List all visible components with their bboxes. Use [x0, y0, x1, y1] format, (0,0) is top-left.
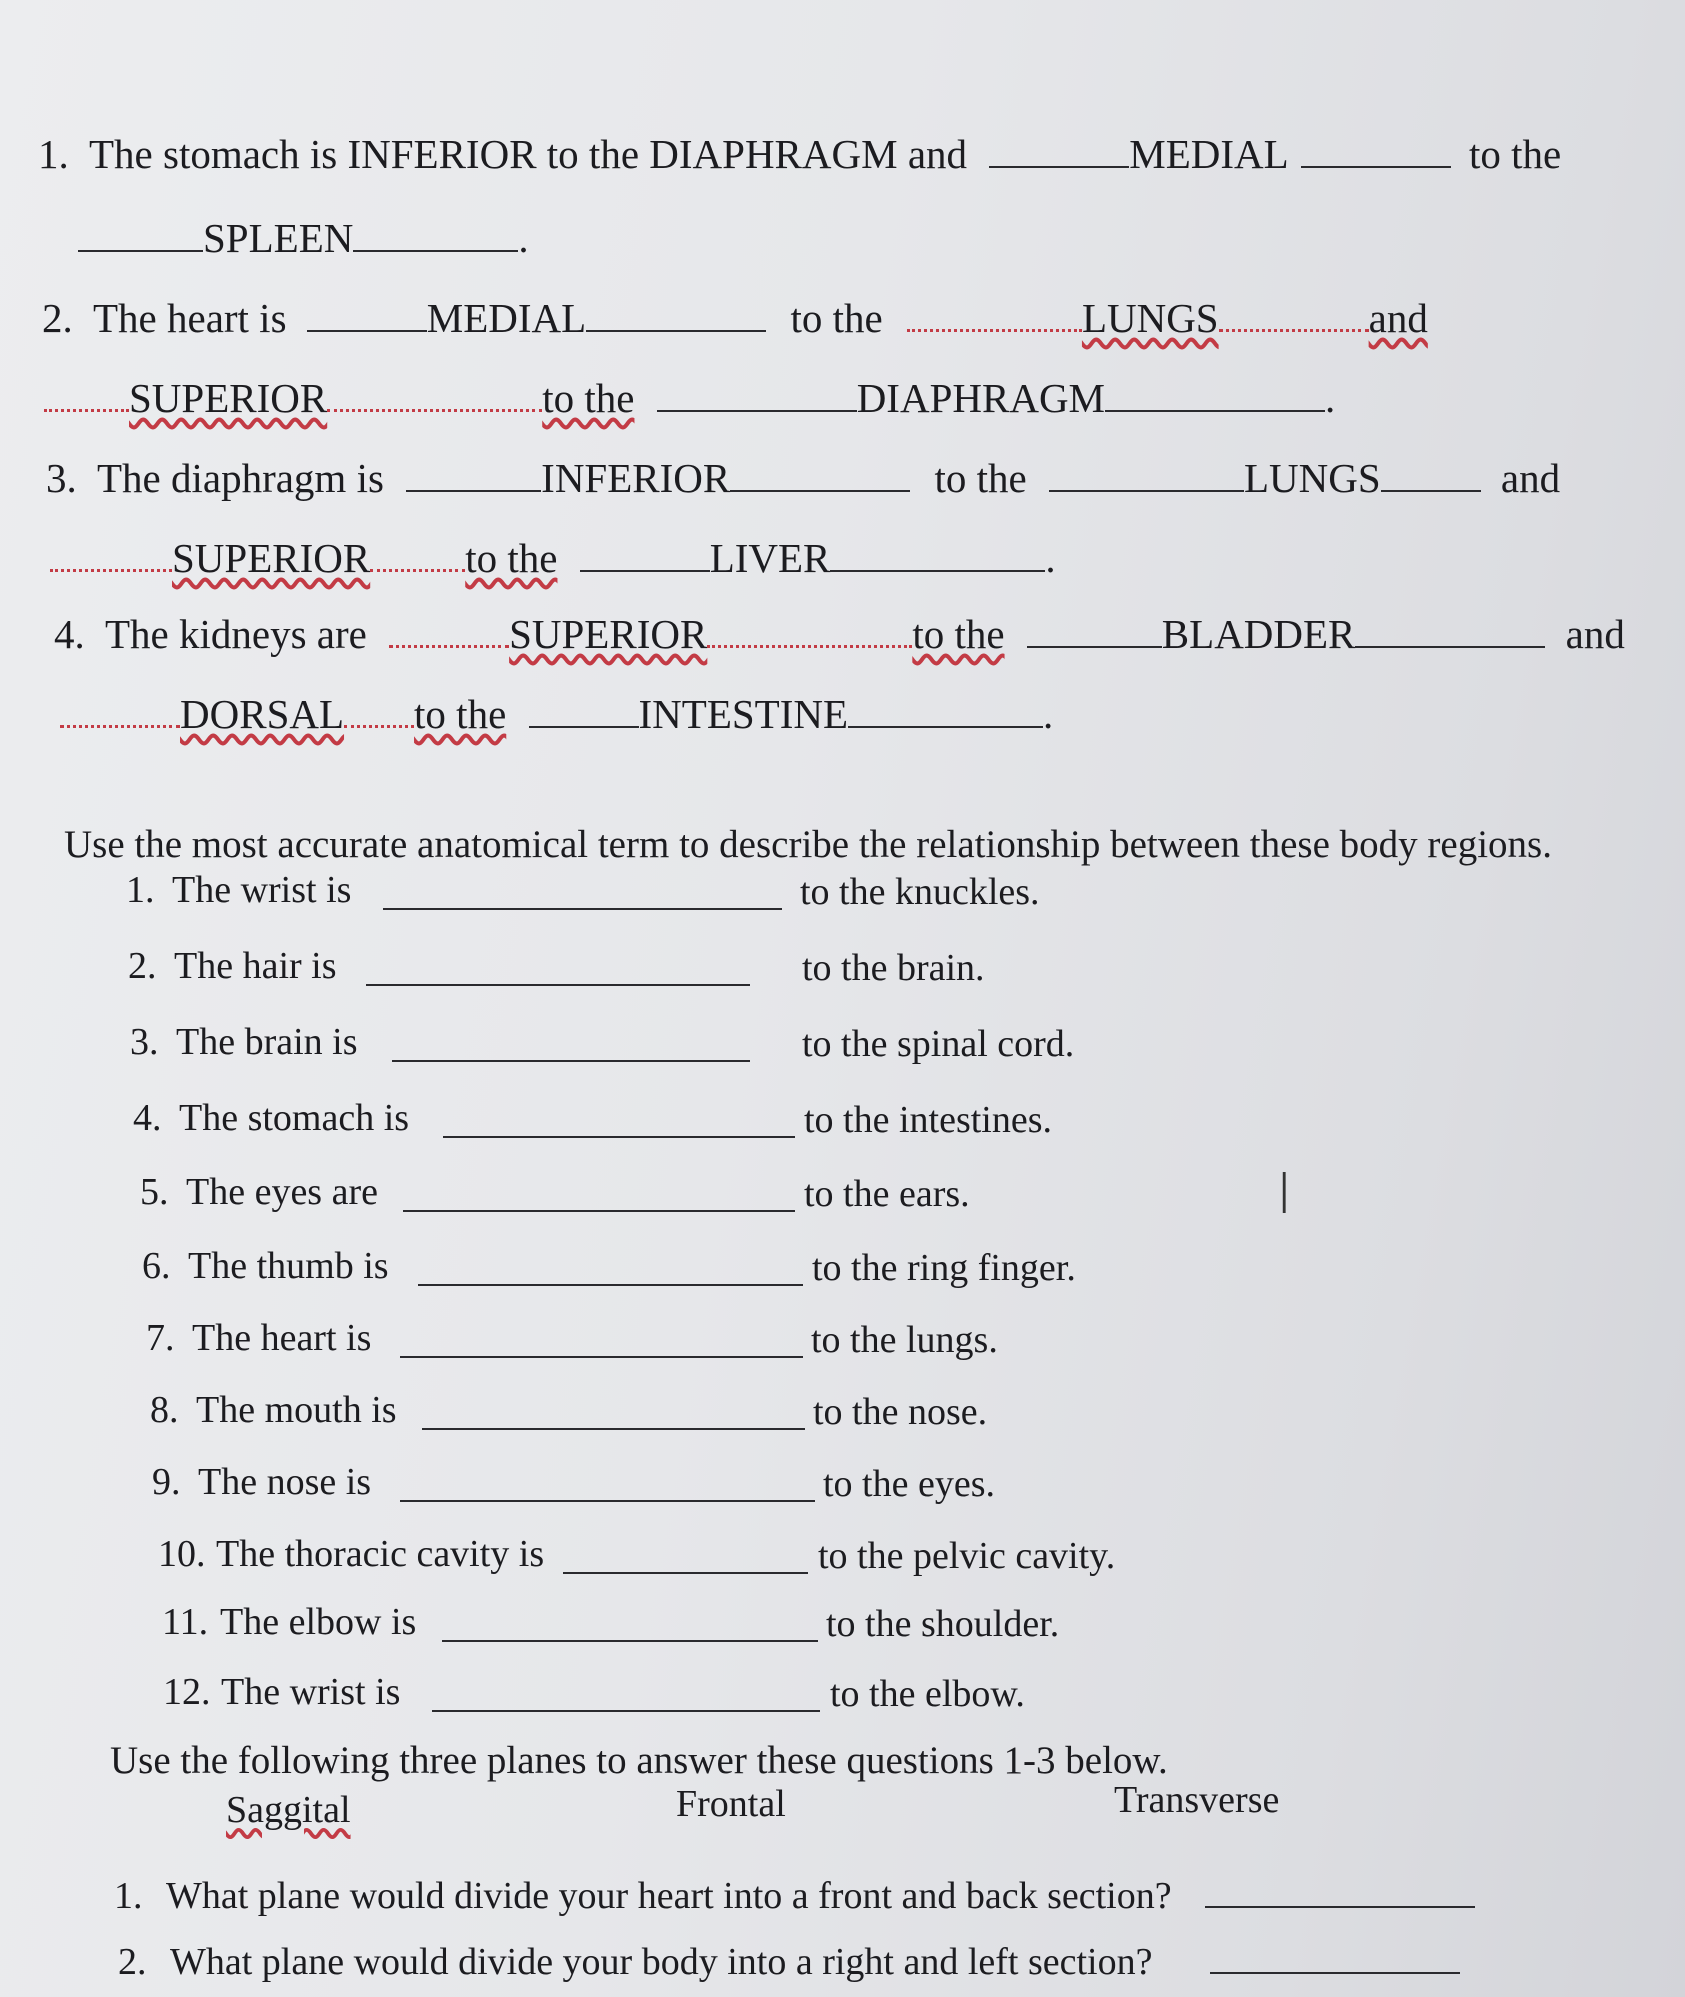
q1-blank[interactable] — [1301, 166, 1451, 168]
q3-blank[interactable] — [1381, 490, 1481, 492]
part2-item-number: 1. — [126, 869, 155, 911]
part2-item-number: 7. — [146, 1317, 175, 1359]
part2-item-text: The wrist is — [172, 869, 352, 911]
q1-answer-1: MEDIAL — [1129, 131, 1289, 177]
part2-answer-blank[interactable] — [563, 1572, 808, 1574]
part2-answer-blank[interactable] — [403, 1210, 795, 1212]
plane-question — [114, 1874, 1475, 1918]
q4-answer-1: SUPERIOR — [509, 611, 708, 657]
part2-item-relation: to the nose. — [813, 1391, 988, 1433]
q4-connector-1: to the — [912, 611, 1005, 657]
q2-blank[interactable] — [1105, 410, 1325, 412]
part2-answer-blank[interactable] — [392, 1060, 750, 1062]
q2-text: The heart is — [93, 295, 287, 341]
q2-and: and — [1368, 295, 1428, 341]
plane-question-text: What plane would divide your body into a right and left section? — [170, 1941, 1153, 1983]
q3-blank[interactable] — [730, 490, 910, 492]
q3-connector-1: to the — [934, 455, 1027, 501]
part2-item-number: 5. — [140, 1171, 169, 1213]
q4-connector-2: to the — [414, 691, 507, 737]
part2-item — [142, 1244, 389, 1288]
part2-item — [158, 1532, 544, 1576]
part2-item-number: 4. — [133, 1097, 162, 1139]
q2-answer-3: SUPERIOR — [129, 375, 328, 421]
part2-item-text: The nose is — [198, 1461, 372, 1503]
part2-item-relation: to the lungs. — [811, 1319, 998, 1361]
part2-item-number: 9. — [152, 1461, 181, 1503]
part2-item-relation: to the eyes. — [823, 1463, 996, 1505]
q4-answer-2: BLADDER — [1161, 611, 1356, 657]
part2-item — [133, 1096, 409, 1140]
q3-line1 — [46, 454, 1560, 502]
part2-item-relation: to the ears. — [804, 1173, 970, 1215]
part3-instruction: Use the following three planes to answer these questions 1-3 below. — [110, 1739, 1168, 1782]
q2-dotted-blank[interactable] — [44, 409, 129, 412]
q2-connector-2: to the — [542, 375, 635, 421]
q1-blank[interactable] — [353, 250, 518, 252]
q2-answer-4: DIAPHRAGM — [856, 375, 1106, 421]
q4-dotted-blank[interactable] — [389, 645, 509, 648]
part2-item-relation: to the elbow. — [830, 1673, 1025, 1715]
q4-dotted-blank[interactable] — [344, 725, 414, 728]
part2-item-text: The heart is — [192, 1317, 372, 1359]
plane-question-number: 2. — [118, 1941, 147, 1983]
q3-period: . — [1045, 535, 1056, 581]
part2-item-relation: to the ring finger. — [812, 1247, 1076, 1289]
q4-line1 — [54, 610, 1625, 658]
q1-connector: to the — [1468, 131, 1562, 177]
q3-blank[interactable] — [830, 570, 1045, 572]
part2-item-text: The wrist is — [221, 1671, 401, 1713]
q2-connector-1: to the — [790, 295, 883, 341]
plane-saggital: Saggital — [226, 1789, 351, 1831]
q3-answer-4: LIVER — [709, 535, 831, 581]
part2-item-number: 2. — [128, 945, 157, 987]
plane-question-number: 1. — [114, 1875, 143, 1917]
q4-dotted-blank[interactable] — [707, 645, 912, 648]
q3-connector-2: to the — [465, 535, 558, 581]
plane-answer-blank[interactable] — [1210, 1972, 1460, 1974]
part2-item-number: 8. — [150, 1389, 179, 1431]
q2-answer-1: MEDIAL — [426, 295, 587, 341]
part2-item-text: The elbow is — [220, 1601, 417, 1643]
q2-line2 — [44, 374, 1335, 422]
part2-item — [163, 1670, 400, 1714]
part2-item-number: 3. — [130, 1021, 159, 1063]
q2-dotted-blank[interactable] — [327, 409, 542, 412]
part2-item — [130, 1020, 358, 1064]
part2-answer-blank[interactable] — [383, 908, 782, 910]
q4-blank[interactable] — [1355, 646, 1545, 648]
q4-number: 4. — [54, 611, 85, 657]
q2-line1 — [42, 294, 1428, 342]
q1-blank[interactable] — [78, 250, 203, 252]
q2-blank[interactable] — [657, 410, 857, 412]
part2-item-number: 10. — [158, 1533, 206, 1575]
q1-line2 — [78, 214, 529, 262]
q2-number: 2. — [42, 295, 73, 341]
part2-item-text: The mouth is — [196, 1389, 397, 1431]
part2-answer-blank[interactable] — [422, 1428, 805, 1430]
part2-item — [128, 944, 337, 988]
q3-and: and — [1500, 455, 1561, 501]
part2-answer-blank[interactable] — [418, 1284, 803, 1286]
plane-question — [118, 1940, 1460, 1984]
q3-answer-2: LUNGS — [1243, 455, 1381, 501]
part2-item-number: 12. — [163, 1671, 211, 1713]
part2-item — [150, 1388, 397, 1432]
q1-period: . — [518, 215, 529, 261]
q1-text: The stomach is INFERIOR to the DIAPHRAGM and — [89, 131, 968, 177]
q2-blank[interactable] — [586, 330, 766, 332]
q1-answer-2: SPLEEN — [203, 215, 354, 261]
q3-number: 3. — [46, 455, 77, 501]
plane-transverse: Transverse — [1114, 1779, 1280, 1821]
q2-answer-2: LUNGS — [1081, 295, 1219, 341]
q4-answer-4: INTESTINE — [638, 691, 849, 737]
q4-dotted-blank[interactable] — [60, 725, 180, 728]
part2-answer-blank[interactable] — [442, 1640, 818, 1642]
q4-answer-3: DORSAL — [180, 691, 345, 737]
q3-answer-3: SUPERIOR — [172, 535, 371, 581]
q3-text: The diaphragm is — [97, 455, 384, 501]
q2-blank[interactable] — [307, 330, 427, 332]
q4-blank[interactable] — [529, 726, 639, 728]
q1-blank[interactable] — [989, 166, 1129, 168]
plane-question-text: What plane would divide your heart into a front and back section? — [166, 1875, 1172, 1917]
part2-item-relation: to the shoulder. — [826, 1603, 1060, 1645]
q2-dotted-blank[interactable] — [907, 329, 1082, 332]
q4-period: . — [1043, 691, 1054, 737]
part2-item — [140, 1170, 378, 1214]
q4-blank[interactable] — [1027, 646, 1162, 648]
q4-text: The kidneys are — [105, 611, 367, 657]
part2-answer-blank[interactable] — [366, 984, 750, 986]
part2-answer-blank[interactable] — [432, 1710, 820, 1712]
plane-frontal: Frontal — [676, 1783, 786, 1825]
q1-number: 1. — [38, 131, 69, 177]
part2-item-relation: to the pelvic cavity. — [818, 1535, 1116, 1577]
q3-answer-1: INFERIOR — [541, 455, 731, 501]
part2-item-text: The thumb is — [188, 1245, 389, 1287]
q4-blank[interactable] — [848, 726, 1043, 728]
q3-blank[interactable] — [580, 570, 710, 572]
q1-line1 — [38, 130, 1561, 178]
part2-item-text: The stomach is — [179, 1097, 410, 1139]
text-cursor-icon: I — [1276, 1162, 1293, 1227]
part2-instruction: Use the most accurate anatomical term to describe the relationship between these body regions. — [64, 823, 1552, 866]
q4-line2 — [60, 690, 1053, 738]
part2-item — [152, 1460, 371, 1504]
part2-item-relation: to the spinal cord. — [802, 1023, 1075, 1065]
q2-period: . — [1325, 375, 1336, 421]
q3-blank[interactable] — [406, 490, 541, 492]
part2-item — [146, 1316, 371, 1360]
part2-item-text: The eyes are — [186, 1171, 378, 1213]
q3-blank[interactable] — [1049, 490, 1244, 492]
q3-dotted-blank[interactable] — [370, 569, 465, 572]
part2-answer-blank[interactable] — [400, 1500, 815, 1502]
q3-dotted-blank[interactable] — [50, 569, 172, 572]
part2-item-relation: to the brain. — [802, 947, 985, 989]
part2-item-text: The hair is — [174, 945, 337, 987]
q2-dotted-blank[interactable] — [1219, 329, 1369, 332]
q3-line2 — [50, 534, 1056, 582]
part2-item — [126, 868, 351, 912]
part2-item — [162, 1600, 416, 1644]
part2-item-text: The brain is — [176, 1021, 358, 1063]
plane-answer-blank[interactable] — [1205, 1906, 1475, 1908]
q4-and: and — [1565, 611, 1625, 657]
part2-item-relation: to the intestines. — [804, 1099, 1053, 1141]
part2-item-number: 11. — [162, 1601, 209, 1643]
part2-item-number: 6. — [142, 1245, 171, 1287]
part2-item-text: The thoracic cavity is — [216, 1533, 545, 1575]
part2-answer-blank[interactable] — [443, 1136, 795, 1138]
part2-answer-blank[interactable] — [400, 1356, 803, 1358]
part2-item-relation: to the knuckles. — [800, 871, 1040, 913]
